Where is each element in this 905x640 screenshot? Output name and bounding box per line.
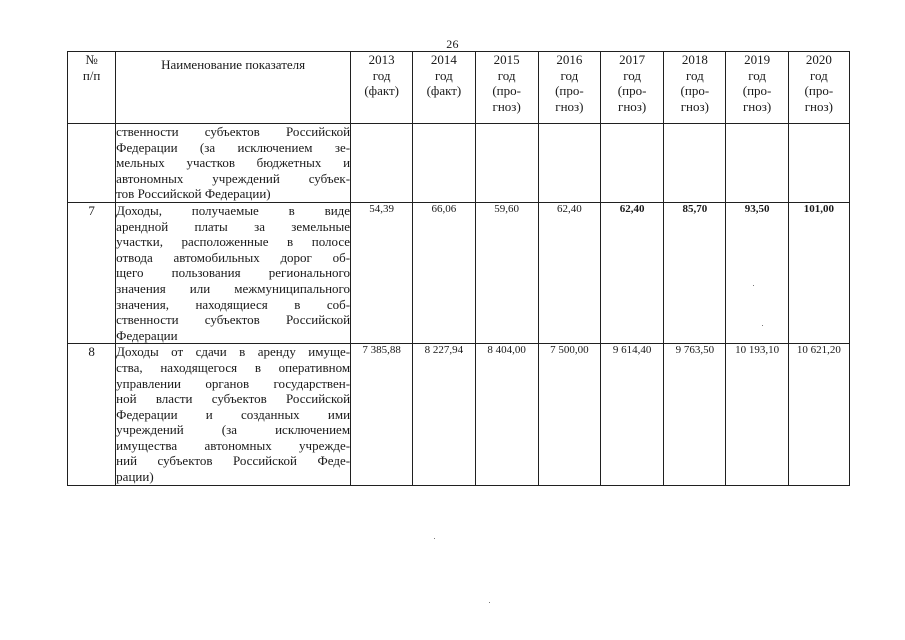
value-cell-2015: 8 404,00 [475,344,538,485]
year-sub: (про- [492,83,521,98]
year-sub: год [809,67,828,83]
scan-speck [762,325,763,326]
header-num-line: № [85,52,98,67]
year-label: 2013 [368,52,395,67]
year-sub: гноз) [617,98,647,114]
value-cell-2016: 62,40 [538,202,600,343]
value-cell-2013: 7 385,88 [351,344,413,485]
value-cell-2013: 54,39 [351,202,413,343]
year-sub: гноз) [742,98,772,114]
indicator-name-line: учреждений (за исключением [116,422,351,438]
header-year-2016 [538,52,600,124]
year-sub: (про- [804,83,834,98]
indicator-name-line: ной власти субъектов Российской [116,391,351,407]
indicator-name-line: арендной платы за земельные [116,218,351,234]
indicator-name-line: щего пользования регионального [116,265,351,281]
year-sub: (про- [555,83,584,98]
value-cell-2015: 59,60 [475,202,538,343]
indicator-table [67,51,850,486]
indicator-name-line: автономных учреждений субъек- [116,170,351,186]
value-cell-2018 [664,124,726,203]
header-year-2017 [601,52,664,124]
table-row [68,124,850,203]
indicator-name-line: значения, находящиеся в соб- [116,296,351,312]
header-year-2020 [788,52,849,124]
year-label: 2019 [744,52,771,67]
year-label: 2017 [619,52,646,67]
year-sub: (факт) [426,83,462,98]
value-cell-2016 [538,124,600,203]
table-row [68,344,850,485]
year-sub: год [623,67,641,83]
year-label: 2020 [805,52,832,67]
value-cell-2018: 9 763,50 [664,344,726,485]
year-sub: (про- [680,83,710,98]
year-label: 2015 [493,52,520,67]
value-cell-2019: 10 193,10 [726,344,788,485]
year-label: 2014 [430,52,457,67]
value-cell-2015 [475,124,538,203]
header-num [68,52,116,124]
table-row [68,202,850,343]
year-sub: (про- [617,83,647,98]
value-cell-2016: 7 500,00 [538,344,600,485]
year-sub: (факт) [364,83,400,98]
header-year-2015 [475,52,538,124]
indicator-name-line: Федерации (за исключением зе- [116,139,351,155]
value-cell-2017 [601,124,664,203]
table-body [68,124,850,486]
year-sub: год [560,67,579,83]
year-sub: год [748,67,766,83]
indicator-name-line: ственности субъектов Российской [116,312,351,328]
value-cell-2017: 9 614,40 [601,344,664,485]
value-cell-2013 [351,124,413,203]
year-sub: год [685,67,704,83]
year-sub: год [372,67,391,83]
row-number: 8 [68,344,116,485]
indicator-name-line: имущества автономных учрежде- [116,437,351,453]
indicator-name-line: ний субъектов Российской Феде- [116,453,351,469]
year-sub: гноз) [804,98,833,114]
header-year-2019 [726,52,788,124]
indicator-name [116,124,351,203]
scan-speck [489,602,490,603]
indicator-name-line: участки, расположенные в полосе [116,234,351,250]
indicator-name-line: ства, находящегося в оперативном [116,359,351,375]
year-sub: гноз) [680,98,709,114]
header-name: Наименование показателя [116,52,351,124]
row-number: 7 [68,202,116,343]
page-number: 26 [446,37,459,51]
indicator-name [116,202,351,343]
year-sub: (про- [742,83,772,98]
value-cell-2017: 62,40 [601,202,664,343]
value-cell-2020: 10 621,20 [788,344,849,485]
scan-speck [753,285,754,286]
indicator-name-line: значения или межмуниципального [116,280,351,296]
indicator-name-line: Доходы от сдачи в аренду имуще- [116,344,351,360]
header-year-2018 [664,52,726,124]
header-year-2013 [351,52,413,124]
indicator-name-line: управлении органов государствен- [116,375,351,391]
year-sub: гноз) [492,98,521,114]
value-cell-2018: 85,70 [664,202,726,343]
year-label: 2016 [556,52,583,67]
indicator-name-line: Федерации [116,327,178,343]
value-cell-2014 [413,124,475,203]
row-number [68,124,116,203]
header-num-line: п/п [82,67,101,83]
indicator-name-line: ственности субъектов Российской [116,124,351,139]
year-label: 2018 [681,52,708,67]
indicator-name-line: отвода автомобильных дорог об- [116,249,351,265]
scan-speck [434,538,435,539]
value-cell-2014: 8 227,94 [413,344,475,485]
value-cell-2020 [788,124,849,203]
indicator-name-line: Федерации и созданных ими [116,406,351,422]
indicator-name-line: тов Российской Федерации) [116,186,271,202]
header-row [68,52,850,124]
indicator-name-line: мельных участков бюджетных и [116,155,351,171]
value-cell-2019 [726,124,788,203]
indicator-name-line: Доходы, получаемые в виде [116,202,351,218]
indicator-name-line: рации) [116,469,154,485]
year-sub: год [497,67,516,83]
value-cell-2019: 93,50 [726,202,788,343]
year-sub: гноз) [555,98,584,114]
indicator-name [116,344,351,485]
header-year-2014 [413,52,475,124]
year-sub: год [435,67,453,83]
value-cell-2014: 66,06 [413,202,475,343]
value-cell-2020: 101,00 [788,202,849,343]
